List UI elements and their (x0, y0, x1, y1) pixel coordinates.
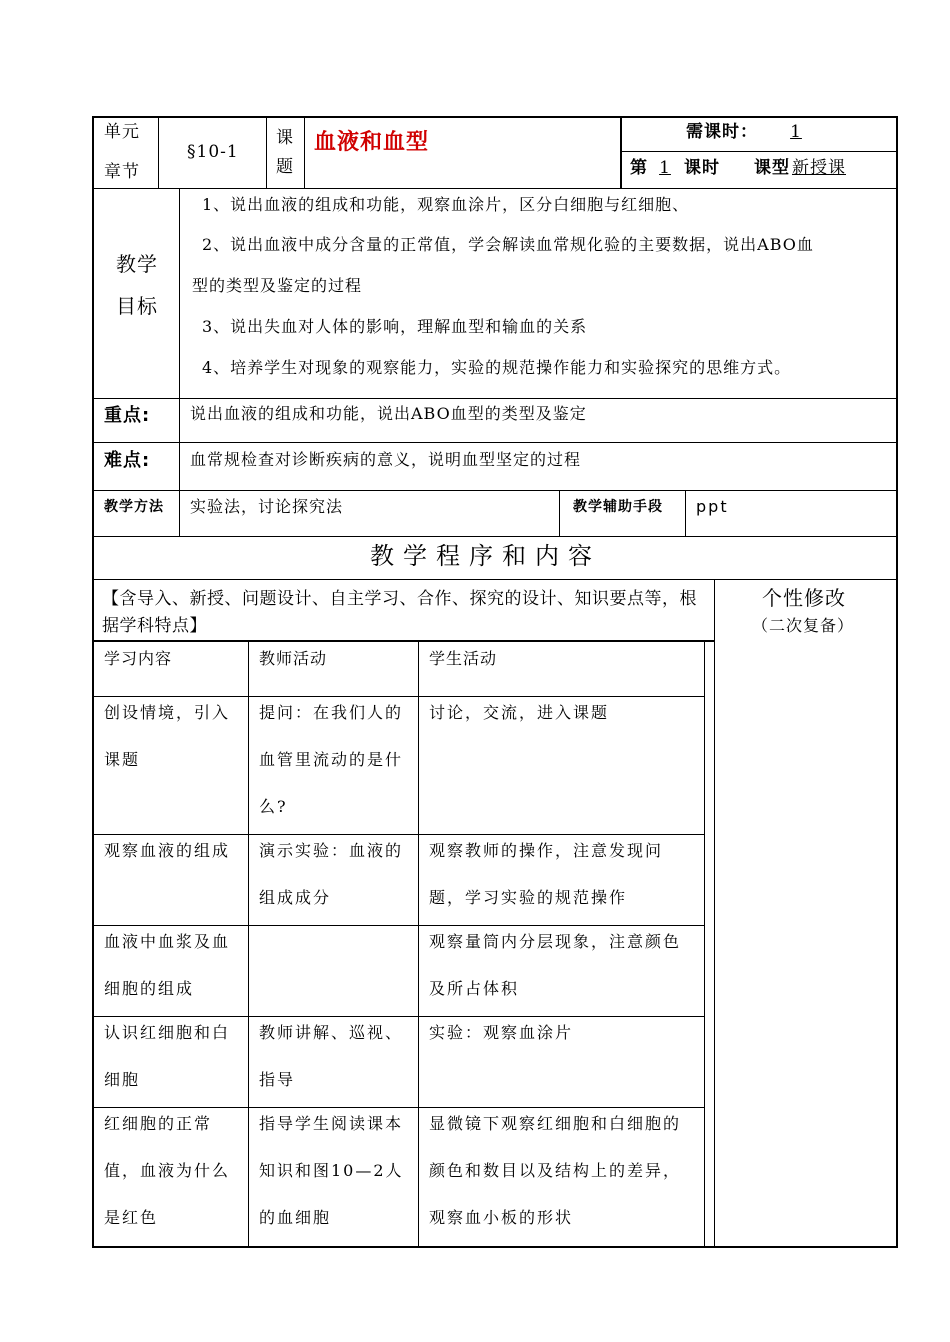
objective-item-2: 2、说出血液中成分含量的正常值，学会解读血常规化验的主要数据，说出ABO血 (202, 235, 814, 254)
revise-label: 个性修改 (762, 586, 846, 610)
unit-label-1: 单元 (104, 122, 140, 142)
methods-label: 教学方法 (104, 499, 164, 515)
methods-value: 实验法，讨论探究法 (190, 497, 344, 516)
table-row-2-student: 观察教师的操作，注意发现问题，学习实验的规范操作 (429, 841, 664, 907)
objective-item-2-cont: 型的类型及鉴定的过程 (192, 276, 363, 295)
hours-value-text: 1 (790, 122, 802, 142)
lesson-suffix: 课时 (684, 158, 720, 178)
lesson-prefix: 第 (630, 158, 648, 178)
table-row-5-content: 红细胞的正常值，血液为什么是红色 (104, 1114, 231, 1227)
table-row-4-student: 实验：观察血涂片 (429, 1023, 574, 1042)
hours-value (762, 124, 830, 141)
column-header-teacher: 教师活动 (259, 649, 328, 668)
revise-sub: （二次复备） (752, 616, 855, 635)
table-row-4-content: 认识红细胞和白细胞 (104, 1023, 231, 1089)
aids-label: 教学辅助手段 (573, 499, 663, 515)
table-row-5-student: 显微镜下观察红细胞和白细胞的颜色和数目以及结构上的差异，观察血小板的形状 (429, 1114, 682, 1227)
table-row-1-content: 创设情境，引入课题 (104, 703, 231, 769)
table-row-1-student: 讨论，交流，进入课题 (429, 703, 610, 722)
type-value: 新授课 (792, 158, 846, 178)
table-row-1-teacher: 提问：在我们人的血管里流动的是什么? (259, 703, 404, 816)
procedure-note: 【含导入、新授、问题设计、自主学习、合作、探究的设计、知识要点等，根据学科特点】 (102, 589, 697, 636)
column-header-student: 学生活动 (429, 649, 498, 668)
unit-label-2: 章节 (104, 162, 140, 182)
column-header-content: 学习内容 (104, 649, 173, 668)
objective-item-4: 4、培养学生对现象的观察能力，实验的规范操作能力和实验探究的思维方式。 (202, 358, 792, 377)
objectives-label-2: 目标 (116, 294, 158, 318)
table-row-3-student: 观察量筒内分层现象，注意颜色及所占体积 (429, 932, 682, 998)
lesson-number (648, 160, 682, 177)
objective-item-3: 3、说出失血对人体的影响，理解血型和输血的关系 (202, 317, 588, 336)
table-row-5-teacher: 指导学生阅读课本知识和图10—2人的血细胞 (259, 1114, 404, 1227)
topic-label-2: 题 (276, 157, 294, 177)
type-label: 课型 (754, 158, 790, 178)
section-number: §10-1 (187, 142, 239, 162)
hours-label: 需课时： (686, 122, 758, 142)
lesson-number-text: 1 (659, 158, 671, 178)
objective-item-1: 1、说出血液的组成和功能，观察血涂片，区分白细胞与红细胞、 (202, 195, 690, 214)
aids-value: ppt (696, 497, 729, 516)
table-row-2-teacher: 演示实验：血液的组成成分 (259, 841, 404, 907)
table-row-3-content: 血液中血浆及血细胞的组成 (104, 932, 231, 998)
procedure-title: 教学程序和内容 (370, 542, 601, 570)
table-row-2-content: 观察血液的组成 (104, 841, 231, 860)
difficulties-label: 难点: (104, 450, 151, 471)
key-points-text: 说出血液的组成和功能，说出ABO血型的类型及鉴定 (190, 404, 587, 423)
topic-title: 血液和血型 (314, 130, 430, 155)
objectives-label-1: 教学 (116, 252, 158, 276)
difficulties-text: 血常规检查对诊断疾病的意义，说明血型坚定的过程 (190, 450, 582, 469)
table-row-4-teacher: 教师讲解、巡视、指导 (259, 1023, 404, 1089)
topic-label-1: 课 (276, 128, 294, 148)
key-points-label: 重点: (104, 405, 151, 426)
